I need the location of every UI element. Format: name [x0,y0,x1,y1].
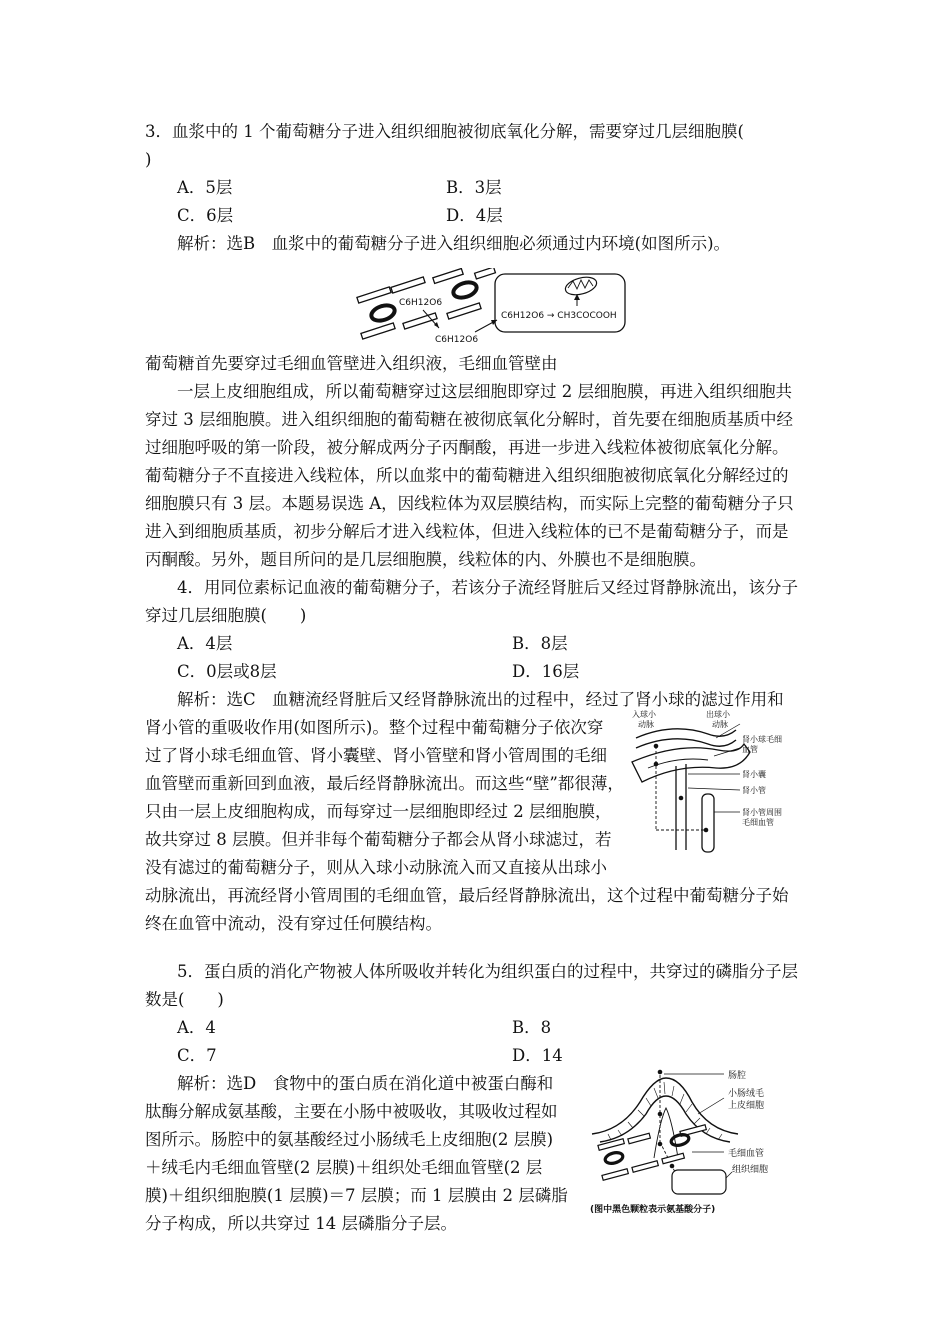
q4-option-d: D．16层 [512,662,580,681]
formula-glucose-top: C6H12O6 [399,298,443,308]
label-tubule: 肾小管 [742,786,766,795]
label-tissue-cell: 组织细胞 [732,1165,769,1175]
q3-option-b: B．3层 [446,178,502,197]
q4-analysis-line4: 血管壁而重新回到血液，最后经肾静脉流出。而这些“壁”都很薄， [145,774,624,793]
label-glomerular-cap-2: 血管 [742,745,758,754]
q3-analysis-intro: 解析：选B 血浆中的葡萄糖分子进入组织细胞必须通过内环境(如图所示)。 [177,234,730,253]
q5-option-b: B．8 [512,1018,552,1037]
q5-stem-line2: 数是( ) [145,990,224,1009]
q3-option-d: D．4层 [446,206,503,225]
label-peritubular-1: 肾小管周围 [742,808,782,817]
q5-option-c: C．7 [177,1046,217,1065]
q4-stem-line1: 4．用同位素标记血液的葡萄糖分子，若该分子流经肾脏后又经过肾静脉流出，该分子 [177,578,798,597]
label-lumen: 肠腔 [728,1071,747,1081]
q4-analysis-line6: 故共穿过 8 层膜。但并非每个葡萄糖分子都会从肾小球滤过，若 [145,830,612,849]
q5-stem-line1: 5．蛋白质的消化产物被人体所吸收并转化为组织蛋白的过程中，共穿过的磷脂分子层 [177,962,798,981]
mitochondrion-icon [563,274,598,298]
q4-analysis-line9: 终在血管中流动，没有穿过任何膜结构。 [145,914,442,933]
kidney-nephron-figure [628,708,808,858]
q3-analysis-line7: 进入到细胞质基质，初步分解后才进入线粒体，但进入线粒体的已不是葡萄糖分子，而是 [145,522,789,541]
q3-analysis-line4: 过细胞呼吸的第一阶段，被分解成两分子丙酮酸，再进一步进入线粒体被彻底氧化分解。 [145,438,789,457]
q5-analysis-line4: ＋绒毛内毛细血管壁(2 层膜)＋组织处毛细血管壁(2 层 [145,1158,543,1177]
red-blood-cell-icon [451,280,478,301]
q5-option-d: D．14 [512,1046,563,1065]
red-blood-cell-icon [670,1133,690,1147]
formula-box: C6H12O6 → CH3COCOOH [501,311,617,321]
q4-analysis-line8: 动脉流出，再流经肾小管周围的毛细血管，最后经肾静脉流出，这个过程中葡萄糖分子始 [145,886,789,905]
q4-analysis-line2: 肾小管的重吸收作用(如图所示)。整个过程中葡萄糖分子依次穿 [145,718,604,737]
q5-option-a: A．4 [177,1018,216,1037]
q4-option-a: A．4层 [177,634,233,653]
q3-analysis-line5: 葡萄糖分子不直接进入线粒体，所以血浆中的葡萄糖进入组织细胞被彻底氧化分解经过的 [145,466,789,485]
q5-analysis-line6: 分子构成，所以共穿过 14 层磷脂分子层。 [145,1214,457,1233]
q5-analysis-line2: 肽酶分解成氨基酸，主要在小肠中被吸收，其吸收过程如 [145,1102,558,1121]
label-afferent-2: 动脉 [638,720,654,729]
q3-analysis-line8: 丙酮酸。另外，题目所问的是几层细胞膜，线粒体的内、外膜也不是细胞膜。 [145,550,706,569]
q4-analysis-line1: 解析：选C 血糖流经肾脏后又经肾静脉流出的过程中，经过了肾小球的滤过作用和 [177,690,784,709]
q3-stem-line2: ) [145,150,152,169]
q3-option-c: C．6层 [177,206,234,225]
q4-analysis-line5: 只由一层上皮细胞构成，而每穿过一层细胞即经过 2 层细胞膜， [145,802,612,821]
capillary-tissue-figure [355,268,630,348]
red-blood-cell-icon [604,1151,624,1165]
tissue-cell-icon [672,1170,726,1194]
label-villus-1: 小肠绒毛 [728,1089,765,1099]
q5-analysis-line1: 解析：选D 食物中的蛋白质在消化道中被蛋白酶和 [177,1074,554,1093]
label-glomerular-cap-1: 肾小球毛细 [742,735,782,744]
formula-glucose-bottom: C6H12O6 [435,335,479,345]
q4-analysis-line3: 过了肾小球毛细血管、肾小囊壁、肾小管壁和肾小管周围的毛细 [145,746,607,765]
label-villus-2: 上皮细胞 [728,1101,765,1111]
q4-option-b: B．8层 [512,634,568,653]
red-blood-cell-icon [369,303,396,324]
q4-analysis-line7: 没有滤过的葡萄糖分子，则从入球小动脉流入而又直接从出球小 [145,858,607,877]
label-afferent-1: 入球小 [632,710,656,719]
label-efferent-2: 动脉 [712,720,728,729]
q4-option-c: C．0层或8层 [177,662,277,681]
label-capillary: 毛细血管 [728,1149,765,1159]
q3-analysis-line6: 细胞膜只有 3 层。本题易误选 A，因线粒体为双层膜结构，而实际上完整的葡萄糖分子只 [145,494,794,513]
q5-analysis-line5: 膜)＋组织细胞膜(1 层膜)＝7 层膜；而 1 层膜由 2 层磷脂 [145,1186,568,1205]
label-capsule: 肾小囊 [742,770,766,779]
figure-caption: (图中黑色颗粒表示氨基酸分子) [590,1205,716,1215]
q3-analysis-line2: 一层上皮细胞组成，所以葡萄糖穿过这层细胞即穿过 2 层细胞膜，再进入组织细胞共 [177,382,792,401]
q3-analysis-line3: 穿过 3 层细胞膜。进入组织细胞的葡萄糖在被彻底氧化分解时，首先要在细胞质基质中经 [145,410,793,429]
q4-stem-line2: 穿过几层细胞膜( ) [145,606,307,625]
q3-option-a: A．5层 [177,178,233,197]
q5-analysis-line3: 图所示。肠腔中的氨基酸经过小肠绒毛上皮细胞(2 层膜) [145,1130,554,1149]
intestinal-absorption-figure [588,1068,798,1218]
q3-stem-line1: 3．血浆中的 1 个葡萄糖分子进入组织细胞被彻底氧化分解，需要穿过几层细胞膜( [145,122,744,141]
q3-analysis-line1: 葡萄糖首先要穿过毛细血管壁进入组织液，毛细血管壁由 [145,354,558,373]
label-efferent-1: 出球小 [706,710,730,719]
label-peritubular-2: 毛细血管 [742,818,774,827]
